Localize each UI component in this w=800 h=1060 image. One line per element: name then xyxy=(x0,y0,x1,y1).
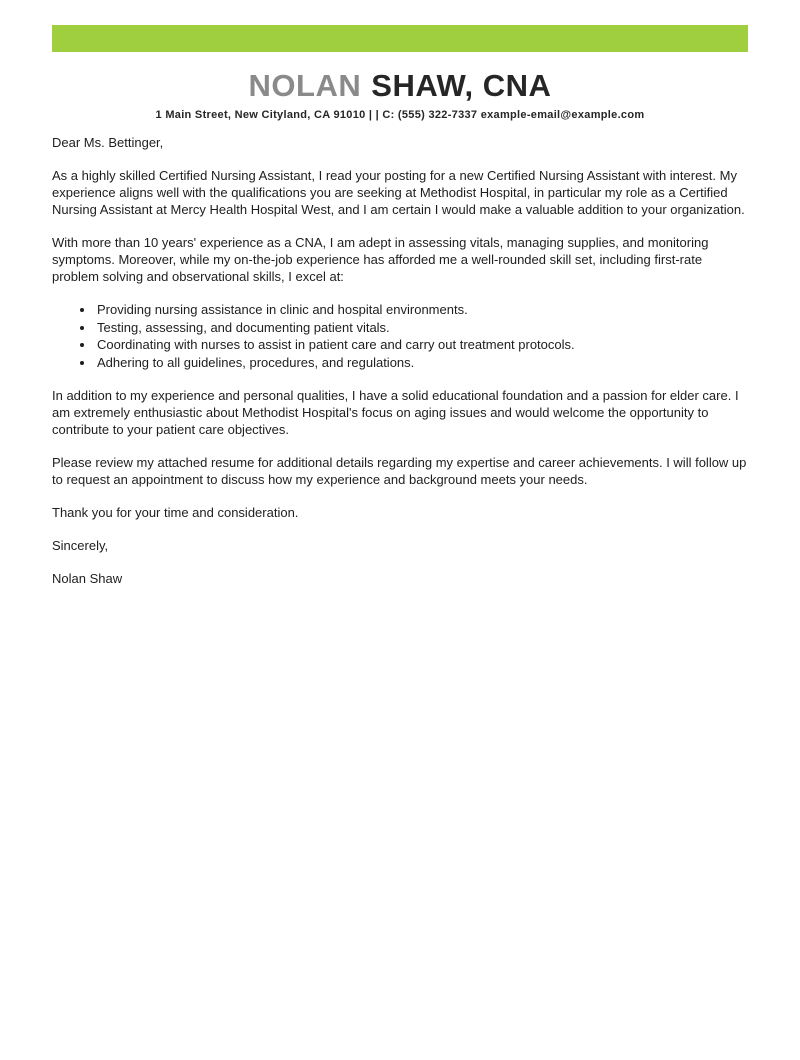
candidate-name xyxy=(0,68,800,104)
paragraph-follow-up: Please review my attached resume for additional details regarding my expertise and career achievements. I will follow up to request an appointment to discuss how my experience and background meets your needs. xyxy=(52,455,747,487)
closing-line: Sincerely, xyxy=(52,538,109,553)
salutation: Dear Ms. Bettinger, xyxy=(52,135,164,150)
candidate-first-name: NOLAN xyxy=(248,68,362,103)
skill-item: • Adhering to all guidelines, procedures, and regulations. xyxy=(95,354,748,372)
letter-body xyxy=(52,134,748,587)
paragraph-education: In addition to my experience and personal qualities, I have a solid educational foundation and a passion for elder care. I am extremely enthusiastic about Methodist Hospital's focus on aging issues and would welcome the opportunity to contribute to your patient care objectives. xyxy=(52,388,739,437)
skill-item: • Testing, assessing, and documenting patient vitals. xyxy=(95,319,748,337)
letter-header xyxy=(0,68,800,121)
header-accent-bar xyxy=(52,25,748,52)
contact-line: 1 Main Street, New Cityland, CA 91010 | | C: (555) 322-7337 example-email@example.com xyxy=(155,109,645,121)
paragraph-introduction: As a highly skilled Certified Nursing Assistant, I read your posting for a new Certified Nursing Assistant with interest. My experience aligns well with the qualifications you are seeking at Methodist Hospital, in particular my role as a Certified Nursing Assistant at Mercy Health Hospital West, and I am certain I would make a valuable addition to your organization. xyxy=(52,168,745,217)
skill-item: • Providing nursing assistance in clinic and hospital environments. xyxy=(95,301,748,319)
signature-name: Nolan Shaw xyxy=(52,571,123,586)
candidate-last-name-credential: SHAW, CNA xyxy=(371,68,552,103)
paragraph-experience: With more than 10 years' experience as a CNA, I am adept in assessing vitals, managing supplies, and monitoring symptoms. Moreover, while my on-the-job experience has afforded me a well-rounded skill set, including first-rate problem solving and observational skills, I excel at: xyxy=(52,235,709,284)
cover-letter-page xyxy=(0,25,800,1060)
skills-list xyxy=(52,301,748,371)
skill-item: • Coordinating with nurses to assist in patient care and carry out treatment protocols. xyxy=(95,336,748,354)
thank-you-line: Thank you for your time and consideration. xyxy=(52,505,299,520)
